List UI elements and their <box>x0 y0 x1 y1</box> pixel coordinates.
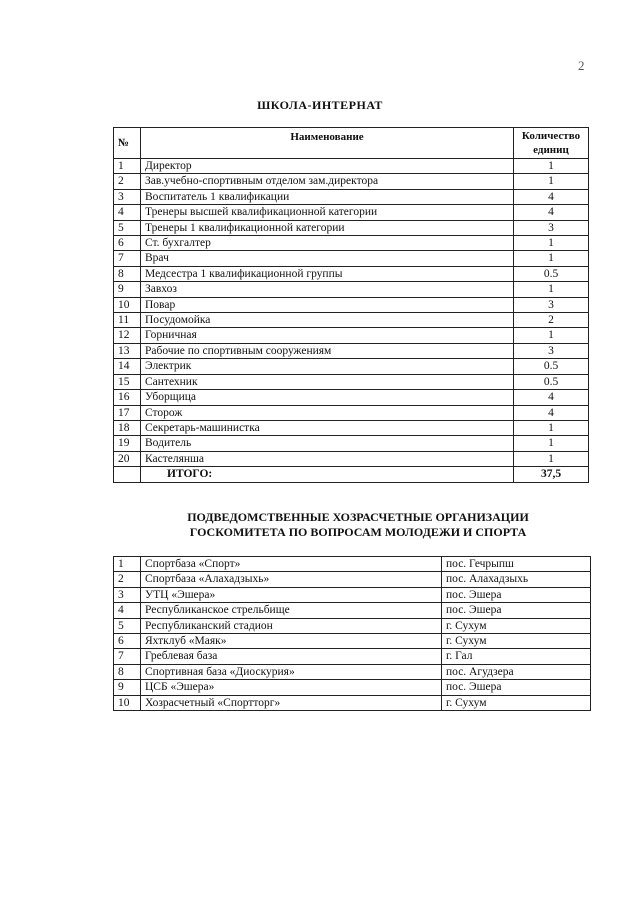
row-number: 6 <box>114 236 141 251</box>
row-number: 1 <box>114 557 141 572</box>
row-number: 5 <box>114 618 141 633</box>
org-location: г. Сухум <box>442 634 591 649</box>
position-qty: 3 <box>514 297 589 312</box>
position-qty: 3 <box>514 220 589 235</box>
position-name: Тренеры 1 квалификационной категории <box>141 220 514 235</box>
table-row <box>114 618 591 633</box>
staff-table <box>113 127 589 483</box>
position-qty: 1 <box>514 420 589 435</box>
table-row <box>114 587 591 602</box>
position-qty: 2 <box>514 313 589 328</box>
position-name: Врач <box>141 251 514 266</box>
row-number: 4 <box>114 205 141 220</box>
table-row <box>114 680 591 695</box>
orgs-title-line1: ПОДВЕДОМСТВЕННЫЕ ХОЗРАСЧЕТНЫЕ ОРГАНИЗАЦИИ <box>187 510 529 524</box>
position-qty: 1 <box>514 251 589 266</box>
position-qty: 0.5 <box>514 266 589 281</box>
position-name: Горничная <box>141 328 514 343</box>
position-name: Водитель <box>141 436 514 451</box>
table-row <box>114 634 591 649</box>
position-name: Директор <box>141 159 514 174</box>
position-name: Воспитатель 1 квалификации <box>141 189 514 204</box>
total-row <box>114 467 589 482</box>
row-number: 4 <box>114 603 141 618</box>
row-number: 10 <box>114 297 141 312</box>
table-row <box>114 436 589 451</box>
table-row <box>114 236 589 251</box>
total-value: 37,5 <box>514 467 589 482</box>
row-number: 7 <box>114 251 141 266</box>
position-qty: 1 <box>514 159 589 174</box>
position-name: Посудомойка <box>141 313 514 328</box>
row-number: 19 <box>114 436 141 451</box>
table-row <box>114 572 591 587</box>
position-qty: 3 <box>514 343 589 358</box>
table-row <box>114 374 589 389</box>
school-title: ШКОЛА-ИНТЕРНАТ <box>257 98 383 112</box>
position-name: Секретарь-машинистка <box>141 420 514 435</box>
position-qty: 0.5 <box>514 359 589 374</box>
org-location: пос. Эшера <box>442 680 591 695</box>
org-name: Хозрасчетный «Спортторг» <box>141 695 442 710</box>
table-row <box>114 695 591 710</box>
org-table <box>113 556 591 711</box>
org-location: г. Гал <box>442 649 591 664</box>
table-row <box>114 205 589 220</box>
position-name: Уборщица <box>141 390 514 405</box>
position-name: Сантехник <box>141 374 514 389</box>
position-qty: 4 <box>514 205 589 220</box>
row-number: 7 <box>114 649 141 664</box>
org-location: г. Сухум <box>442 695 591 710</box>
table-row <box>114 343 589 358</box>
org-name: Яхтклуб «Маяк» <box>141 634 442 649</box>
table-row <box>114 359 589 374</box>
org-table-body <box>114 557 591 711</box>
position-name: Зав.учебно-спортивным отделом зам.директора <box>141 174 514 189</box>
row-number: 2 <box>114 174 141 189</box>
org-name: Греблевая база <box>141 649 442 664</box>
position-name: Рабочие по спортивным сооружениям <box>141 343 514 358</box>
org-name: УТЦ «Эшера» <box>141 587 442 602</box>
row-number: 11 <box>114 313 141 328</box>
position-qty: 1 <box>514 436 589 451</box>
row-number: 20 <box>114 451 141 466</box>
org-location: г. Сухум <box>442 618 591 633</box>
org-location: пос. Агудзера <box>442 664 591 679</box>
position-name: Электрик <box>141 359 514 374</box>
header-num: № <box>114 128 141 159</box>
table-row <box>114 328 589 343</box>
org-name: Спортбаза «Алахадзыхь» <box>141 572 442 587</box>
table-row <box>114 557 591 572</box>
table-row <box>114 159 589 174</box>
table-row <box>114 390 589 405</box>
header-name: Наименование <box>141 128 514 159</box>
row-number: 16 <box>114 390 141 405</box>
total-label: ИТОГО: <box>141 467 514 482</box>
org-location: пос. Эшера <box>442 603 591 618</box>
row-number: 3 <box>114 587 141 602</box>
table-row <box>114 451 589 466</box>
total-num-cell <box>114 467 141 482</box>
page-number: 2 <box>578 58 585 73</box>
row-number: 3 <box>114 189 141 204</box>
header-qty: Количество единиц <box>514 128 589 159</box>
org-name: Республиканское стрельбище <box>141 603 442 618</box>
row-number: 2 <box>114 572 141 587</box>
org-location: пос. Гечрыпш <box>442 557 591 572</box>
table-row <box>114 603 591 618</box>
table-row <box>114 189 589 204</box>
org-name: ЦСБ «Эшера» <box>141 680 442 695</box>
position-name: Тренеры высшей квалификационной категории <box>141 205 514 220</box>
row-number: 18 <box>114 420 141 435</box>
row-number: 12 <box>114 328 141 343</box>
table-row <box>114 282 589 297</box>
table-row <box>114 174 589 189</box>
position-qty: 1 <box>514 282 589 297</box>
table-row <box>114 220 589 235</box>
position-qty: 0.5 <box>514 374 589 389</box>
position-qty: 4 <box>514 405 589 420</box>
row-number: 8 <box>114 266 141 281</box>
org-location: пос. Эшера <box>442 587 591 602</box>
row-number: 13 <box>114 343 141 358</box>
row-number: 9 <box>114 680 141 695</box>
row-number: 6 <box>114 634 141 649</box>
org-name: Спортивная база «Диоскурия» <box>141 664 442 679</box>
org-name: Спортбаза «Спорт» <box>141 557 442 572</box>
row-number: 17 <box>114 405 141 420</box>
table-row <box>114 420 589 435</box>
table-row <box>114 405 589 420</box>
row-number: 1 <box>114 159 141 174</box>
position-qty: 1 <box>514 174 589 189</box>
position-qty: 1 <box>514 451 589 466</box>
row-number: 8 <box>114 664 141 679</box>
table-row <box>114 266 589 281</box>
row-number: 10 <box>114 695 141 710</box>
position-qty: 1 <box>514 328 589 343</box>
position-name: Повар <box>141 297 514 312</box>
table-row <box>114 297 589 312</box>
row-number: 15 <box>114 374 141 389</box>
org-location: пос. Алахадзыхь <box>442 572 591 587</box>
position-qty: 4 <box>514 390 589 405</box>
position-name: Завхоз <box>141 282 514 297</box>
position-qty: 1 <box>514 236 589 251</box>
table-row <box>114 313 589 328</box>
staff-table-header <box>114 128 589 159</box>
table-row <box>114 251 589 266</box>
position-name: Ст. бухгалтер <box>141 236 514 251</box>
position-name: Медсестра 1 квалификационной группы <box>141 266 514 281</box>
position-qty: 4 <box>514 189 589 204</box>
table-row <box>114 649 591 664</box>
position-name: Сторож <box>141 405 514 420</box>
row-number: 14 <box>114 359 141 374</box>
orgs-title <box>0 510 640 540</box>
table-row <box>114 664 591 679</box>
orgs-title-line2: ГОСКОМИТЕТА ПО ВОПРОСАМ МОЛОДЕЖИ И СПОРТА <box>189 525 527 539</box>
row-number: 5 <box>114 220 141 235</box>
org-name: Республиканский стадион <box>141 618 442 633</box>
row-number: 9 <box>114 282 141 297</box>
staff-table-body <box>114 159 589 467</box>
position-name: Кастелянша <box>141 451 514 466</box>
